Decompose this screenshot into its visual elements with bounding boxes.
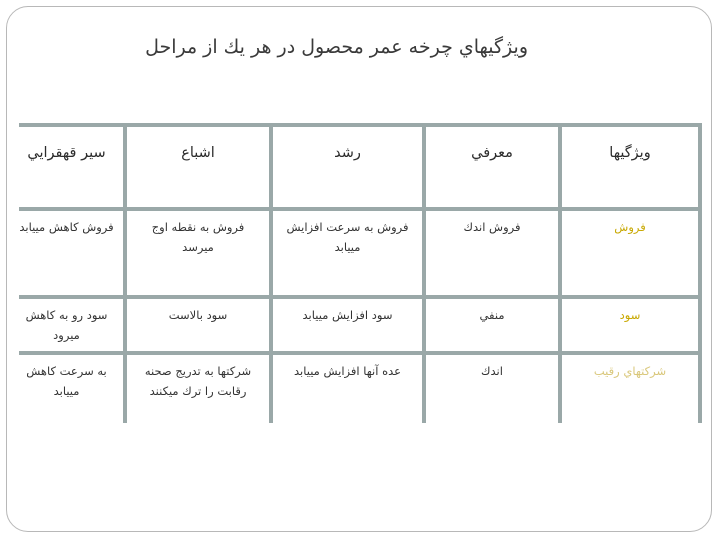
row-label-profit: سود [562,299,698,351]
table-cell: سود افزايش مييابد [273,299,422,351]
table-cell: فروش كاهش مييابد [10,211,123,295]
row-label-competitors: شركتهاي رقيب [562,355,698,428]
header-features: ويژگيها [562,127,698,207]
table-cell: فروش اندك [426,211,558,295]
table-cell: سود رو به كاهش ميرود [10,299,123,351]
slide-title: ويژگيهاي چرخه عمر محصول در هر يك از مراحل [145,36,528,58]
table-cell: عده آنها افزايش مييابد [273,355,422,428]
table-cell: منفي [426,299,558,351]
table-cell: اندك [426,355,558,428]
header-maturity: اشباع [127,127,269,207]
row-label-sales: فروش [562,211,698,295]
header-decline: سير قهقرايي [10,127,123,207]
header-introduction: معرفي [426,127,558,207]
table-cell: فروش به نقطه اوج ميرسد [127,211,269,295]
table-cell: سود بالاست [127,299,269,351]
header-growth: رشد [273,127,422,207]
product-lifecycle-table [19,123,702,423]
table-cell: فروش به سرعت افزايش مييابد [273,211,422,295]
table-cell: به سرعت كاهش مييابد [10,355,123,428]
table-cell: شركتها به تدريج صحنه رقابت را ترك ميكنند [127,355,269,428]
